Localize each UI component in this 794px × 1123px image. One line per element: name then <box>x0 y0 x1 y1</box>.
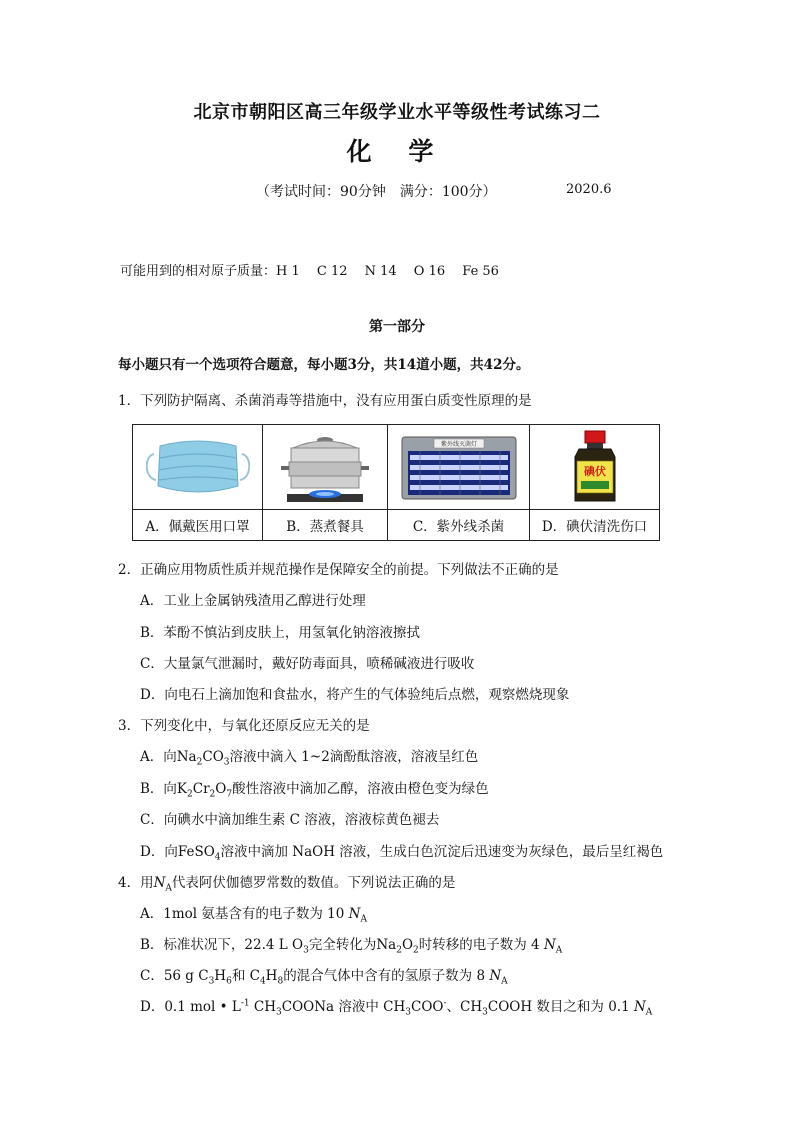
question-4-stem: 4．用$N_A$代表阿伏伽德罗常数的数值。下列说法正确的是 <box>118 875 456 894</box>
question-4-option-a: A．1mol 氨基含有的电子数为 10 $N_A$ <box>140 906 367 925</box>
face-mask-icon <box>146 434 250 500</box>
part-instruction: 每小题只有一个选项符合题意，每小题3分，共14道小题，共42分。 <box>118 357 530 373</box>
uv-lamp-icon <box>400 433 518 501</box>
question-2-stem: 2．正确应用物质性质并规范操作是保障安全的前提。下列做法不正确的是 <box>118 562 559 578</box>
option-a-caption: A．佩戴医用口罩 <box>133 510 263 541</box>
question-3-option-a: A．向$Na_2CO_3$溶液中滴入 1~2滴酚酞溶液，溶液呈红色 <box>140 749 479 768</box>
bottle-label: 碘伏 <box>583 465 606 478</box>
steamer-pot-icon <box>277 430 373 504</box>
option-d-caption: D．碘伏清洗伤口 <box>530 510 660 541</box>
iodine-bottle-icon <box>565 429 625 505</box>
option-a-image-cell <box>133 425 263 510</box>
question-4-option-c: C．56 g $C_3H_6$和 $C_4H_8$的混合气体中含有的氢原子数为 8 $N_A$ <box>140 968 508 987</box>
question-4-option-d: D．0.1 mol • $L^{-1}$ $CH_3COONa$ 溶液中 $CH_3COO^-$、$CH_3COOH$ 数目之和为 0.1 $N_A$ <box>140 998 653 1018</box>
question-3-stem: 3．下列变化中，与氧化还原反应无关的是 <box>118 718 370 734</box>
option-c-image-cell <box>388 425 530 510</box>
exam-title: 北京市朝阳区高三年级学业水平等级性考试练习二 <box>193 102 601 123</box>
subject-title: 化 学 <box>346 137 448 166</box>
exam-duration-info: （考试时间：90分钟 满分：100分） <box>256 184 497 200</box>
question-3-option-d: D．向FeSO$_4$溶液中滴加 NaOH 溶液，生成白色沉淀后迅速变为灰绿色，最后呈红褐色 <box>140 844 664 863</box>
part-title: 第一部分 <box>369 319 425 335</box>
question-2-option-c: C．大量氯气泄漏时，戴好防毒面具，喷稀碱液进行吸收 <box>140 656 475 672</box>
question-4-option-b: B．标准状况下，22.4 L $O_3$完全转化为$Na_2O_2$时转移的电子数为 4 $N_A$ <box>140 937 563 956</box>
question-2-option-a: A．工业上金属钠残渣用乙醇进行处理 <box>140 593 366 609</box>
question-2-option-d: D．向电石上滴加饱和食盐水，将产生的气体验纯后点燃，观察燃烧现象 <box>140 687 570 703</box>
question-3-option-c: C．向碘水中滴加维生素 C 溶液，溶液棕黄色褪去 <box>140 812 440 828</box>
option-d-image-cell <box>530 425 660 510</box>
question-2-option-b: B．苯酚不慎沾到皮肤上，用氢氧化钠溶液擦拭 <box>140 625 420 641</box>
question-3-option-b: B．向$K_2Cr_2O_7$酸性溶液中滴加乙醇，溶液由橙色变为绿色 <box>140 781 489 800</box>
question-1-options-table <box>132 424 660 541</box>
option-b-caption: B．蒸煮餐具 <box>263 510 388 541</box>
option-b-image-cell <box>263 425 388 510</box>
uv-lamp-label: 紫外线灭菌灯 <box>440 441 477 448</box>
option-c-caption: C．紫外线杀菌 <box>388 510 530 541</box>
exam-date: 2020.6 <box>566 182 612 197</box>
question-1-stem: 1．下列防护隔离、杀菌消毒等措施中，没有应用蛋白质变性原理的是 <box>118 393 532 409</box>
atomic-masses-note: 可能用到的相对原子质量：H 1 C 12 N 14 O 16 Fe 56 <box>120 264 499 279</box>
